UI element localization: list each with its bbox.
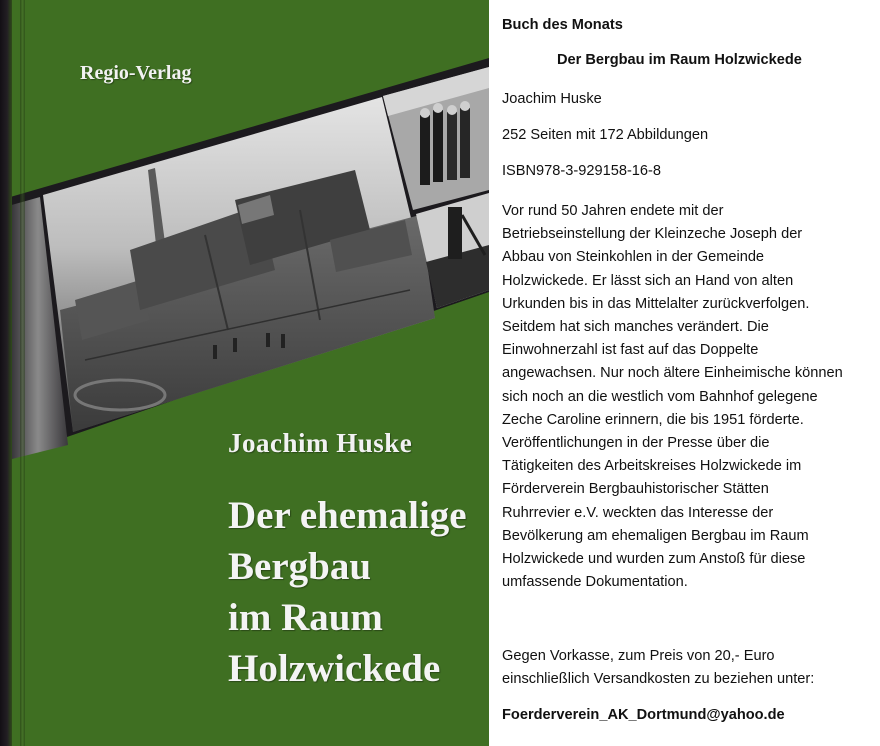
description-line: Abbau von Steinkohlen in der Gemeinde <box>502 249 765 266</box>
book-isbn: ISBN978-3-929158-16-8 <box>502 163 662 179</box>
description-line: Betriebseinstellung der Kleinzeche Joseph der <box>502 226 803 243</box>
description-line: Bevölkerung am ehemaligen Bergbau im Raum <box>502 527 809 544</box>
description-line: Holzwickede und wurden zum Anstoß für diese <box>502 551 806 568</box>
description-line: Förderverein Bergbauhistorischer Stätten <box>502 481 769 498</box>
book-pages: 252 Seiten mit 172 Abbildungen <box>502 127 709 143</box>
description-line: Holzwickede. Er lässt sich an Hand von alten <box>502 272 794 289</box>
book-spine-edge <box>0 0 12 746</box>
cover-title-line: im Raum <box>228 596 383 639</box>
book-spine-groove <box>20 0 25 746</box>
description-line: Veröffentlichungen in der Presse über die <box>502 435 770 452</box>
order-line: Gegen Vorkasse, zum Preis von 20,- Euro <box>502 648 775 664</box>
cover-title-line: Holzwickede <box>228 647 441 690</box>
colliery-panorama-photo <box>43 97 435 432</box>
order-info <box>502 645 814 691</box>
book-description <box>502 200 880 594</box>
description-line: Tätigkeiten des Arbeitskreises Holzwickede im <box>502 458 802 475</box>
cover-author: Joachim Huske <box>228 428 413 458</box>
description-line: Ruhrrevier e.V. weckten das Interesse der <box>502 504 774 521</box>
section-heading: Buch des Monats <box>502 17 623 33</box>
description-line: Einwohnerzahl ist fast auf das Doppelte <box>502 342 759 359</box>
book-title: Der Bergbau im Raum Holzwickede <box>557 52 802 68</box>
description-line: Urkunden bis in das Mittelalter zurückverfolgen. <box>502 295 810 312</box>
description-line: Zeche Caroline erinnern, die bis 1951 förderte. <box>502 411 804 428</box>
cover-publisher: Regio-Verlag <box>80 62 192 84</box>
description-line: angewachsen. Nur noch ältere Einheimische können <box>502 365 843 382</box>
book-author: Joachim Huske <box>502 91 602 107</box>
contact-email[interactable]: Foerderverein_AK_Dortmund@yahoo.de <box>502 707 785 723</box>
book-info-panel <box>502 0 880 746</box>
description-line: umfassende Dokumentation. <box>502 574 688 591</box>
description-line: Seitdem hat sich manches verändert. Die <box>502 319 769 336</box>
order-line: einschließlich Versandkosten zu beziehen unter: <box>502 671 815 688</box>
description-line: sich noch an die westlich vom Bahnhof gelegene <box>502 388 818 405</box>
cover-title <box>228 490 467 694</box>
description-line: Vor rund 50 Jahren endete mit der <box>502 203 724 219</box>
cover-title-line: Der ehemalige <box>228 494 467 537</box>
cover-title-line: Bergbau <box>228 545 372 588</box>
